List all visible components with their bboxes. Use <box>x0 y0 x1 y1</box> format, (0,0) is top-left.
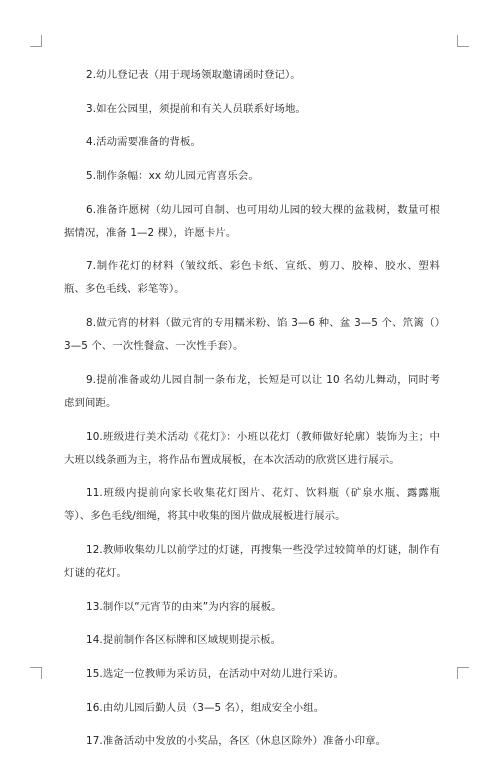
list-item-15: 15.选定一位教师为采访员，在活动中对幼儿进行采访。 <box>86 667 345 680</box>
list-item-6: 6.准备许愿树（幼儿园可自制、也可用幼儿园的较大棵的盆栽树，数量可根据情况，准备 1—2 棵），许愿卡片。 <box>64 203 440 239</box>
crop-mark-bottom-left <box>30 667 42 679</box>
list-item-3: 3.如在公园里，须提前和有关人员联系好场地。 <box>86 102 306 115</box>
crop-mark-bottom-right <box>457 667 469 679</box>
list-item-2: 2.幼儿登记表（用于现场领取邀请函时登记）。 <box>86 69 301 81</box>
list-item-11: 11.班级内提前向家长收集花灯图片、花灯、饮料瓶（矿泉水瓶、露露瓶等）、多色毛线/细绳，将其中收集的图片做成展板进行展示。 <box>64 487 440 523</box>
list-item-14: 14.提前制作各区标牌和区域规则提示板。 <box>86 634 282 647</box>
list-item-5: 5.制作条幅：xx 幼儿园元宵喜乐会。 <box>86 170 259 183</box>
crop-mark-top-left <box>30 35 42 47</box>
list-item-16: 16.由幼儿园后勤人员（3—5 名），组成安全小组。 <box>86 701 325 714</box>
list-item-9: 9.提前准备或幼儿园自制一条布龙，长短是可以让 10 名幼儿舞动，同时考虑到间距。 <box>64 373 440 409</box>
list-item-17: 17.准备活动中发放的小奖品，各区（休息区除外）准备小印章。 <box>86 735 387 748</box>
list-item-7: 7.制作花灯的材料（皱纹纸、彩色卡纸、宣纸、剪刀、胶棒、胶水、塑料瓶、多色毛线、彩笔等）。 <box>64 260 440 296</box>
list-item-13: 13.制作以“元宵节的由来”为内容的展板。 <box>86 600 282 613</box>
list-item-4: 4.活动需要准备的背板。 <box>86 136 202 149</box>
document-body <box>64 64 440 764</box>
list-item-8: 8.做元宵的材料（做元宵的专用糯米粉、馅 3—6 种、盆 3—5 个、笊篱（）3—5 个、一次性餐盒、一次性手套）。 <box>64 317 440 353</box>
list-item-10: 10.班级进行美术活动《花灯》：小班以花灯（教师做好轮廓）装饰为主；中大班以线条画为主，将作品布置成展板，在本次活动的欣赏区进行展示。 <box>64 430 440 466</box>
crop-mark-top-right <box>457 35 469 47</box>
list-item-12: 12.教师收集幼儿以前学过的灯谜，再搜集一些没学过较简单的灯谜，制作有灯谜的花灯。 <box>64 543 440 579</box>
